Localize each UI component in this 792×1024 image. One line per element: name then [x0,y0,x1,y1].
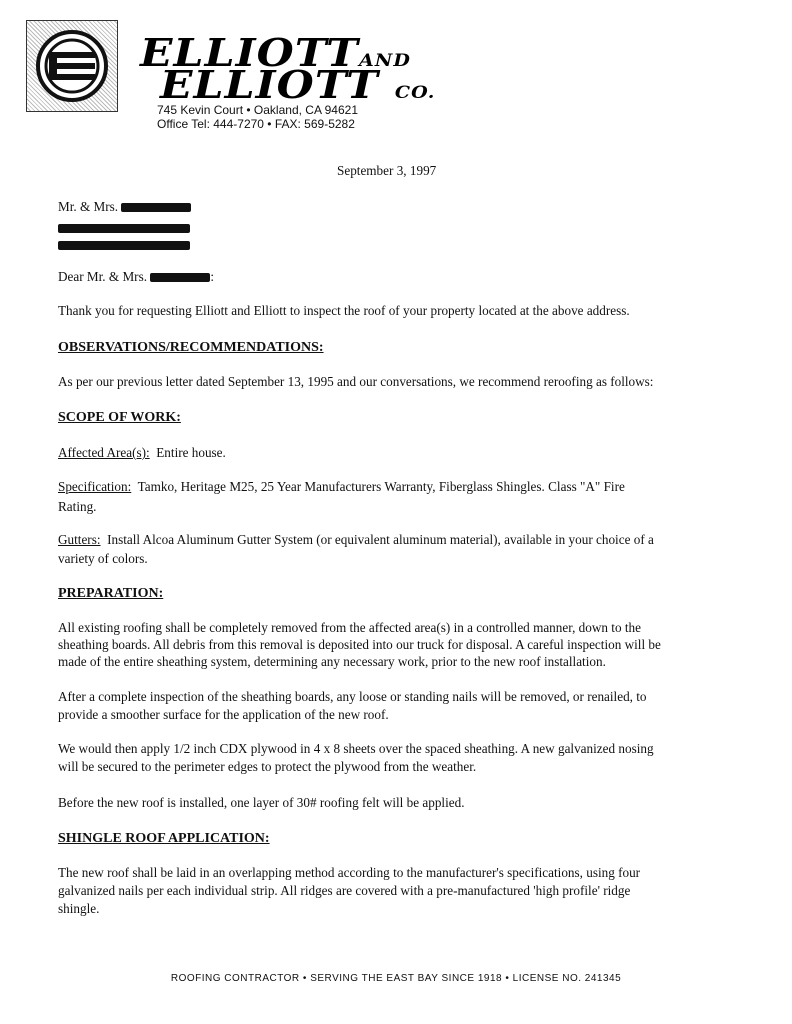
gutters-label: Gutters: [58,532,101,547]
prep-paragraph-4: Before the new roof is installed, one layer of 30# roofing felt will be applied. [58,795,465,810]
page-footer: ROOFING CONTRACTOR • SERVING THE EAST BAY SINCE 1918 • LICENSE NO. 241345 [170,973,622,984]
prep-paragraph-3-line1: We would then apply 1/2 inch CDX plywood in 4 x 8 sheets over the spaced sheathing. A new galvanized nosing [58,741,654,756]
observations-heading: OBSERVATIONS/RECOMMENDATIONS: [58,340,324,355]
shingle-line2: galvanized nails per each individual strip. All ridges are covered with a pre-manufactured 'high profile' ridge [58,883,631,898]
recipient-address-line2 [58,236,190,253]
redaction-mark [121,203,191,212]
shingle-line1: The new roof shall be laid in an overlapping method according to the manufacturer's specifications, using four [58,865,641,880]
specification-label: Specification: [58,479,132,494]
affected-area [58,444,738,461]
affected-area-label: Affected Area(s): [58,445,150,460]
prep-paragraph-1-line3: made of the entire sheathing system, determining any necessary work, prior to the new roof installation. [58,654,606,669]
company-word: ELLIOTT [160,62,379,107]
specification-value: Tamko, Heritage M25, 25 Year Manufacturers Warranty, Fiberglass Shingles. Class "A" Fire [137,479,625,494]
recipient-address-line1 [58,219,190,236]
salutation [58,268,214,285]
specification [58,478,738,495]
company-word: ELLIOTT [140,30,359,75]
shingle-heading: SHINGLE ROOF APPLICATION: [58,831,270,846]
company-contact: Office Tel: 444-7270 • FAX: 569-5282 [157,117,355,131]
salutation-prefix: Dear Mr. & Mrs. [58,269,148,284]
affected-area-value: Entire house. [156,445,226,460]
prep-paragraph-2-line1: After a complete inspection of the sheathing boards, any loose or standing nails will be removed, or renailed, to [58,689,647,704]
redaction-mark [58,224,190,233]
gutters-line2: variety of colors. [58,551,148,566]
redaction-mark [150,273,210,282]
gutters [58,531,738,548]
recipient-name [58,198,191,215]
shingle-line3: shingle. [58,901,100,916]
intro-paragraph: Thank you for requesting Elliott and Elliott to inspect the roof of your property located at the above address. [58,303,630,318]
gutters-value: Install Alcoa Aluminum Gutter System (or equivalent aluminum material), available in your choice of a [107,532,654,547]
company-and: AND [358,51,412,71]
company-address: 745 Kevin Court • Oakland, CA 94621 [157,103,358,117]
scope-heading: SCOPE OF WORK: [58,410,181,425]
observations-text: As per our previous letter dated September 13, 1995 and our conversations, we recommend reroofing as follows: [58,374,654,389]
redaction-mark [58,241,190,250]
salutation-suffix: : [210,269,214,284]
letter-date: September 3, 1997 [337,163,437,178]
prep-paragraph-2-line2: provide a smoother surface for the application of the new roof. [58,707,389,722]
company-logo [26,20,118,112]
prep-paragraph-1-line2: sheathing boards. All debris from this removal is deposited into our truck for disposal. A careful inspection will be [58,637,661,652]
recipient-prefix: Mr. & Mrs. [58,199,119,214]
preparation-heading: PREPARATION: [58,586,164,601]
specification-line2: Rating. [58,499,97,514]
prep-paragraph-1-line1: All existing roofing shall be completely removed from the affected area(s) in a controlled manner, down to the [58,620,641,635]
company-logo-icon [35,29,109,103]
prep-paragraph-3-line2: will be secured to the perimeter edges to protect the plywood from the weather. [58,759,477,774]
company-co: CO. [394,83,436,103]
